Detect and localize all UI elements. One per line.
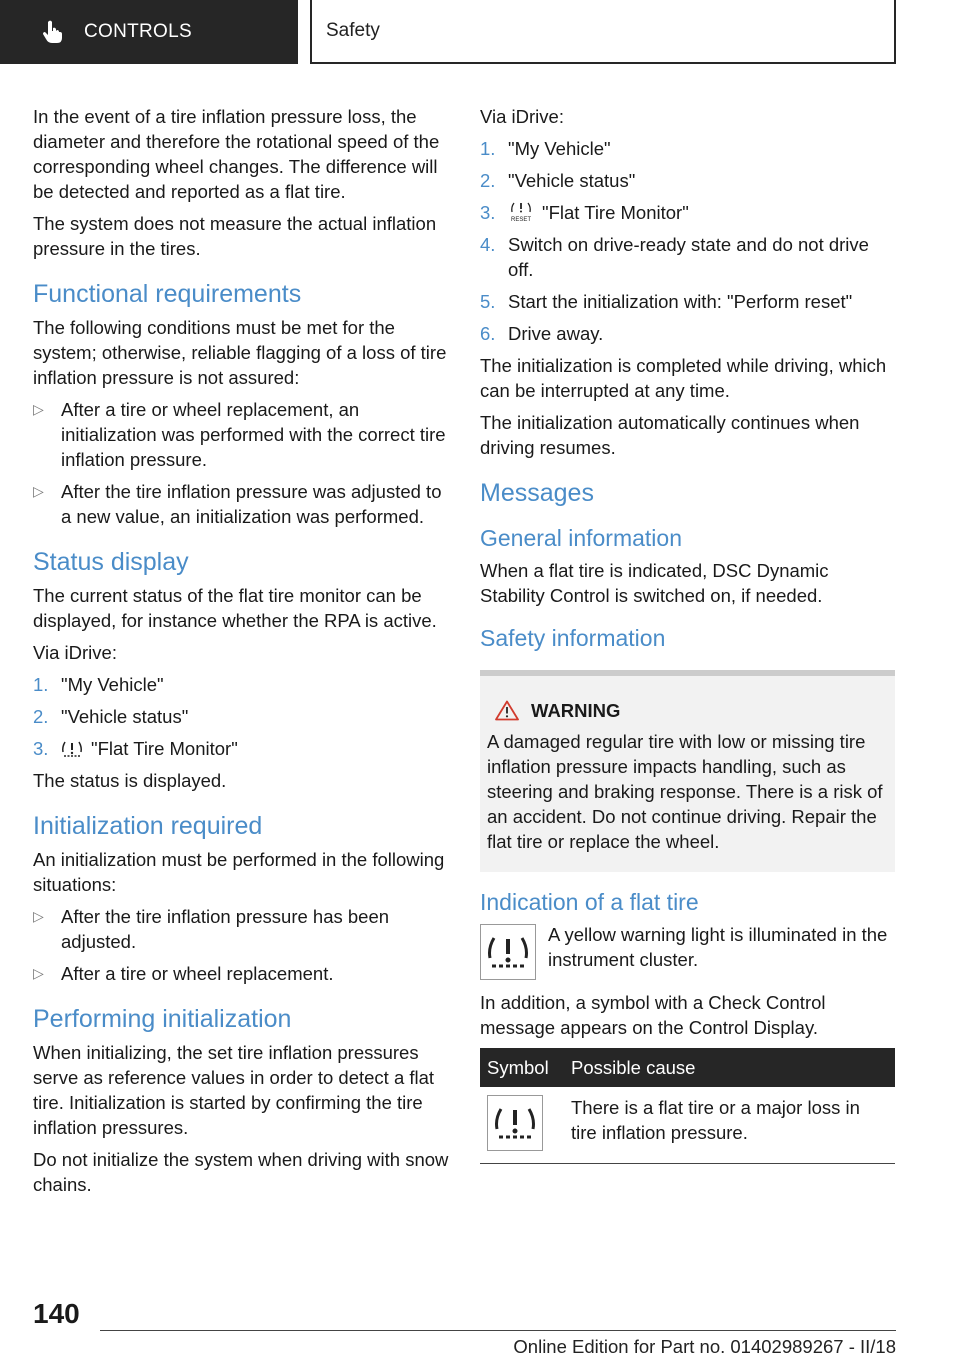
svg-text:RESET: RESET <box>510 217 532 223</box>
heading-status-display: Status display <box>33 548 189 576</box>
bullet-triangle-icon: ▷ <box>33 965 44 981</box>
heading-messages: Messages <box>480 479 594 507</box>
paragraph: Via iDrive: <box>480 106 564 127</box>
indication-row <box>480 922 895 980</box>
heading-indication-flat-tire: Indication of a flat tire <box>480 889 699 915</box>
paragraph: An initialization must be performed in the following situations: <box>33 849 445 895</box>
bullet-triangle-icon: ▷ <box>33 483 44 499</box>
cause-cell: There is a flat tire or a major loss in tire inflation pressure. <box>564 1087 895 1164</box>
list-item: 6. Drive away. <box>480 323 604 344</box>
tire-pressure-warning-light <box>480 924 536 980</box>
paragraph: The current status of the flat tire monitor can be displayed, for instance whether the RPA is active. <box>33 585 437 631</box>
paragraph: The initialization automatically continues when driving resumes. <box>480 412 860 458</box>
list-item: ▷ After a tire or wheel replacement. <box>33 963 334 984</box>
steps-list <box>480 136 895 346</box>
paragraph: The following conditions must be met for the system; otherwise, reliable flagging of a loss of tire inflation pressure is not assured: <box>33 317 447 388</box>
page-header <box>0 0 960 66</box>
list-item: 5. Start the initialization with: "Perform reset" <box>480 291 853 312</box>
steps-list <box>33 672 453 761</box>
list-item: ▷ After a tire or wheel replacement, an initialization was performed with the correct tire inflation pressure. <box>33 399 446 470</box>
paragraph: When a flat tire is indicated, DSC Dynamic Stability Control is switched on, if needed. <box>480 560 829 606</box>
left-column <box>33 104 453 1204</box>
warning-box <box>480 670 895 872</box>
right-column <box>480 104 895 1164</box>
warning-title: WARNING <box>531 700 621 721</box>
list-item: 1. "My Vehicle" <box>33 674 164 695</box>
list-item: 3. RESET "Flat Tire Monitor" <box>480 202 689 223</box>
chapter-tab <box>310 0 896 64</box>
tire-reset-icon <box>508 201 534 223</box>
list-item: 2. "Vehicle status" <box>33 706 189 727</box>
paragraph: The status is displayed. <box>33 770 227 791</box>
footer-divider <box>100 1330 896 1331</box>
chapter-label: Safety <box>326 20 380 41</box>
edition-text: Online Edition for Part no. 01402989267 - II/18 <box>513 1336 896 1357</box>
heading-general-information: General information <box>480 525 682 551</box>
tire-pressure-icon <box>486 932 530 972</box>
paragraph: The system does not measure the actual inflation pressure in the tires. <box>33 213 437 259</box>
bullet-list <box>33 904 453 986</box>
bullet-triangle-icon: ▷ <box>33 401 44 417</box>
table-header-cause: Possible cause <box>564 1048 895 1087</box>
indication-text: A yellow warning light is illuminated in the instrument cluster. <box>548 924 888 970</box>
pointing-hand-icon <box>40 19 66 45</box>
bullet-list <box>33 397 453 529</box>
heading-performing-initialization: Performing initialization <box>33 1005 292 1033</box>
table-row <box>480 1087 895 1164</box>
list-item: ▷ After the tire inflation pressure has been adjusted. <box>33 906 390 952</box>
tire-pressure-icon <box>493 1103 537 1143</box>
list-item: 3. "Flat Tire Monitor" <box>33 738 238 759</box>
tire-pressure-icon <box>61 739 83 759</box>
list-item: 4. Switch on drive-ready state and do not drive off. <box>480 234 869 280</box>
paragraph: In the event of a tire inflation pressure loss, the diameter and therefore the rotational speed of the corresponding wheel changes. The difference will be detected and reported as a flat tire. <box>33 106 440 202</box>
list-item: 2. "Vehicle status" <box>480 170 636 191</box>
heading-safety-information: Safety information <box>480 625 666 651</box>
section-tab-controls <box>0 0 298 64</box>
warning-triangle-icon <box>495 700 519 721</box>
paragraph: Via iDrive: <box>33 642 117 663</box>
bullet-triangle-icon: ▷ <box>33 908 44 924</box>
list-item: ▷ After the tire inflation pressure was adjusted to a new value, an initialization was performed. <box>33 481 442 527</box>
page-number: 140 <box>33 1298 80 1329</box>
symbol-table <box>480 1048 895 1164</box>
list-item: 1. "My Vehicle" <box>480 138 611 159</box>
paragraph: The initialization is completed while driving, which can be interrupted at any time. <box>480 355 887 401</box>
table-header-symbol: Symbol <box>480 1048 564 1087</box>
heading-functional-requirements: Functional requirements <box>33 280 302 308</box>
symbol-cell <box>487 1095 543 1151</box>
paragraph: When initializing, the set tire inflation pressures serve as reference values in order to detect a flat tire. Initialization is started by confirming the tire inflation pressures. <box>33 1042 435 1138</box>
heading-initialization-required: Initialization required <box>33 812 263 840</box>
paragraph: In addition, a symbol with a Check Control message appears on the Control Display. <box>480 992 826 1038</box>
section-label: CONTROLS <box>84 21 192 42</box>
warning-text: A damaged regular tire with low or missing tire inflation pressure impacts handling, such as steering and braking response. There is a risk of an accident. Do not continue driving. Repair the flat tire or replace the wheel. <box>487 731 883 852</box>
paragraph: Do not initialize the system when driving with snow chains. <box>33 1149 449 1195</box>
